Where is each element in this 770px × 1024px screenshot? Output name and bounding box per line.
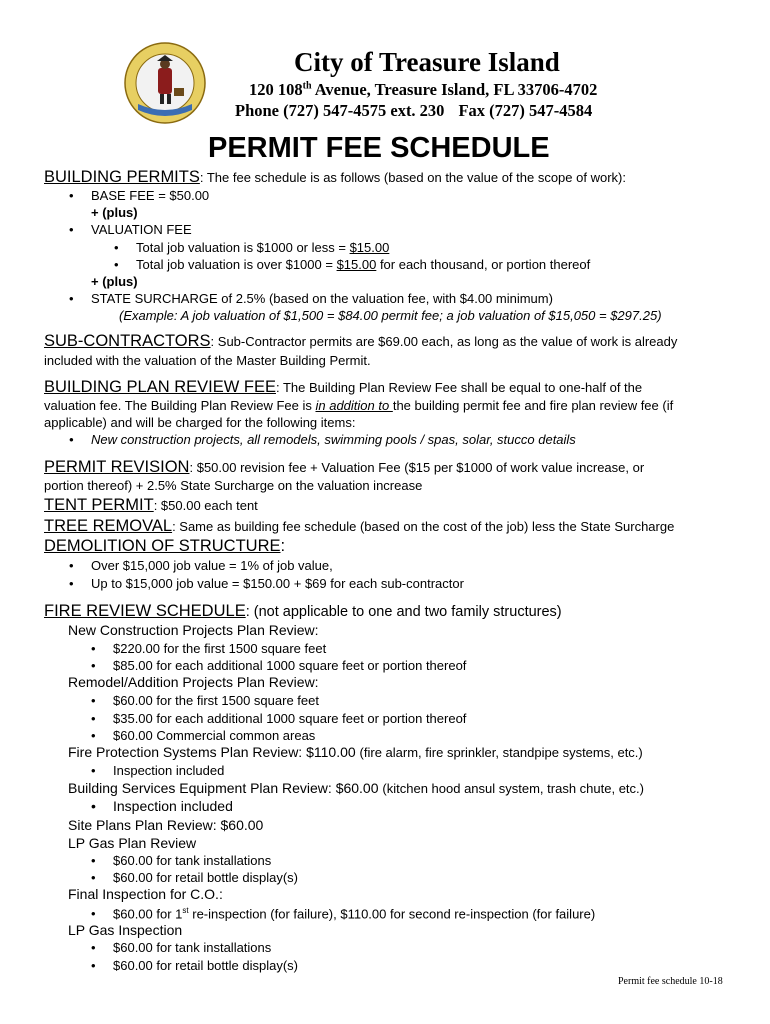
valuation-tier-1-amount: $15.00	[349, 240, 390, 255]
state-surcharge-item: • STATE SURCHARGE of 2.5% (based on the valuation fee, with $4.00 minimum)	[91, 291, 553, 306]
fire-line	[44, 602, 562, 621]
fire-protection-note: (fire alarm, fire sprinkler, standpipe systems, etc.)	[359, 745, 643, 760]
site-plans-line: Site Plans Plan Review: $60.00	[68, 817, 264, 833]
building-permits-line	[44, 168, 626, 187]
final-inspection-line: Final Inspection for C.O.:	[68, 886, 223, 902]
lp-inspection-item-1: • $60.00 for tank installations	[113, 940, 271, 955]
building-services-item: • Inspection included	[113, 798, 233, 814]
fax: Fax (727) 547-4584	[458, 101, 593, 120]
demolition-item-2: • Up to $15,000 job value = $150.00 + $69 for each sub-contractor	[91, 576, 464, 591]
valuation-tier-1-text: Total job valuation is $1000 or less =	[136, 240, 350, 255]
valuation-tier-2-amount: $15.00	[336, 257, 377, 272]
plan-review-text-3: applicable) and will be charged for the following items:	[44, 415, 356, 430]
building-permits-intro: : The fee schedule is as follows (based on the value of the scope of work):	[199, 170, 626, 185]
revision-line	[44, 458, 644, 477]
lp-review-item-1: • $60.00 for tank installations	[113, 853, 271, 868]
fire-nc-item-1: • $220.00 for the first 1500 square feet	[113, 641, 326, 656]
tree-text: : Same as building fee schedule (based on the cost of the job) less the State Surcharge	[172, 519, 675, 534]
plan-review-text: : The Building Plan Review Fee shall be equal to one-half of the	[275, 380, 643, 395]
plus-label: + (plus)	[91, 205, 138, 220]
subcontractors-text-2: included with the valuation of the Master Building Permit.	[44, 353, 371, 368]
building-permits-heading: BUILDING PERMITS	[44, 168, 200, 186]
plan-review-line	[44, 378, 642, 397]
lp-review-item-2: • $60.00 for retail bottle display(s)	[113, 870, 298, 885]
fire-remodel: Remodel/Addition Projects Plan Review:	[68, 674, 319, 690]
demolition-item-1: • Over $15,000 job value = 1% of job value,	[91, 558, 333, 573]
demolition-heading: DEMOLITION OF STRUCTURE	[44, 537, 281, 555]
plan-review-text-2c: the building permit fee and fire plan review fee (if	[392, 398, 674, 413]
fire-protection-item: • Inspection included	[113, 763, 224, 778]
tent-line	[44, 496, 258, 515]
revision-heading: PERMIT REVISION	[44, 458, 190, 476]
base-fee-item: • BASE FEE = $50.00	[91, 188, 209, 203]
revision-text-2: portion thereof) + 2.5% State Surcharge on the valuation increase	[44, 478, 423, 493]
building-services-line	[68, 780, 644, 796]
tent-text: : $50.00 each tent	[153, 498, 258, 513]
plan-review-emphasis: in addition to	[315, 398, 393, 413]
valuation-tier-2-suffix: for each thousand, or portion thereof	[376, 257, 591, 272]
lp-review-line: LP Gas Plan Review	[68, 835, 197, 851]
footer: Permit fee schedule 10-18	[618, 976, 723, 987]
subcontractors-line	[44, 332, 677, 351]
demolition-line	[44, 537, 285, 556]
fire-nc-item-2: • $85.00 for each additional 1000 square feet or portion thereof	[113, 658, 466, 673]
fire-new-construction: New Construction Projects Plan Review:	[68, 622, 319, 638]
tent-heading: TENT PERMIT	[44, 496, 154, 514]
seal-icon	[124, 42, 206, 124]
city-seal	[124, 42, 206, 124]
fire-rm-item-3: • $60.00 Commercial common areas	[113, 728, 315, 743]
contact-line	[235, 101, 592, 121]
plan-review-text-2a: valuation fee. The Building Plan Review Fee is	[44, 398, 316, 413]
demolition-colon: :	[280, 537, 286, 555]
valuation-tier-2-text: Total job valuation is over $1000 =	[136, 257, 337, 272]
fire-intro: : (not applicable to one and two family structures)	[245, 604, 562, 620]
final-inspection-item	[113, 906, 595, 921]
valuation-tier-1	[136, 240, 389, 255]
phone: Phone (727) 547-4575 ext. 230	[235, 101, 445, 120]
address-ordinal: th	[302, 80, 312, 92]
final-inspection-sup: st	[182, 906, 189, 915]
subcontractors-text: : Sub-Contractor permits are $69.00 each, as long as the value of work is already	[210, 334, 678, 349]
city-name: City of Treasure Island	[294, 47, 560, 77]
address	[249, 80, 597, 100]
fire-heading: FIRE REVIEW SCHEDULE	[44, 602, 246, 620]
lp-inspection-item-2: • $60.00 for retail bottle display(s)	[113, 958, 298, 973]
page-title: PERMIT FEE SCHEDULE	[208, 132, 550, 164]
address-rest: Avenue, Treasure Island, FL 33706-4702	[311, 80, 598, 99]
fire-rm-item-1: • $60.00 for the first 1500 square feet	[113, 693, 319, 708]
address-number: 120 108	[249, 80, 303, 99]
surcharge-example: (Example: A job valuation of $1,500 = $84.00 permit fee; a job valuation of $15,050 = $297.25)	[119, 308, 662, 323]
final-inspection-a: $60.00 for 1	[113, 906, 183, 922]
plus-label-2: + (plus)	[91, 274, 138, 289]
valuation-fee-item: • VALUATION FEE	[91, 222, 192, 237]
revision-text: : $50.00 revision fee + Valuation Fee ($15 per $1000 of work value increase, or	[189, 460, 645, 475]
fire-protection-label: Fire Protection Systems Plan Review: $110.00	[68, 744, 360, 760]
lp-inspection-line: LP Gas Inspection	[68, 922, 183, 938]
final-inspection-b: re-inspection (for failure), $110.00 for second re-inspection (for failure)	[188, 906, 596, 922]
valuation-tier-2	[136, 257, 590, 272]
tree-heading: TREE REMOVAL	[44, 517, 173, 535]
plan-review-item: • New construction projects, all remodels, swimming pools / spas, solar, stucco details	[91, 432, 576, 447]
subcontractors-heading: SUB-CONTRACTORS	[44, 332, 211, 350]
building-services-label: Building Services Equipment Plan Review: $60.00	[68, 780, 383, 796]
plan-review-heading: BUILDING PLAN REVIEW FEE	[44, 378, 276, 396]
fire-protection-line	[68, 744, 643, 760]
plan-review-text-2	[44, 398, 673, 413]
building-services-note: (kitchen hood ansul system, trash chute, etc.)	[382, 781, 644, 796]
fire-rm-item-2: • $35.00 for each additional 1000 square feet or portion thereof	[113, 711, 466, 726]
tree-line	[44, 517, 674, 536]
